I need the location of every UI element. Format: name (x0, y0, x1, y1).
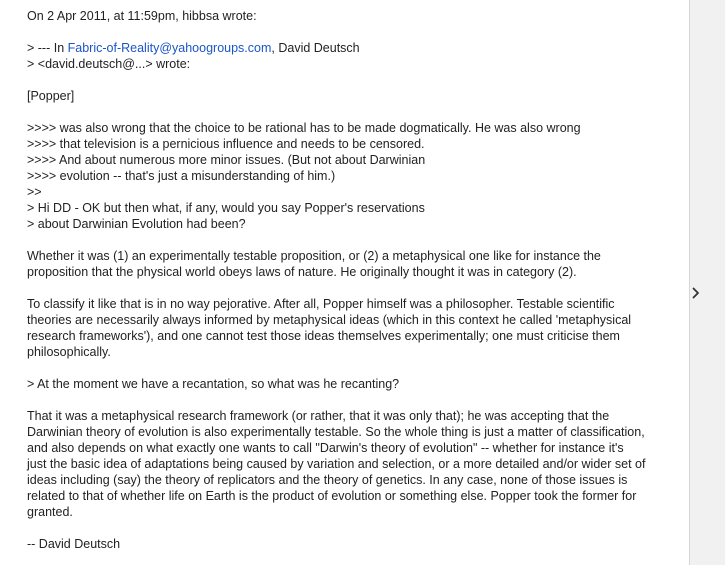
quote-line: > Hi DD - OK but then what, if any, would you say Popper's reservations (27, 201, 425, 215)
paragraph-line: To classify it like that is in no way pejorative. After all, Popper himself was a philosopher. Testable scientific (27, 297, 615, 311)
paragraph-line: related to that of whether life on Earth is the product of evolution or something else. Popper took the former for (27, 489, 637, 503)
spacer (27, 280, 685, 296)
spacer (27, 72, 685, 88)
paragraph-line: just the basic idea of adaptations being caused by variation and selection, or a more detailed and/or wider set of (27, 457, 646, 471)
signature: -- David Deutsch (27, 537, 121, 551)
message-body (27, 8, 685, 552)
paragraph-line: Whether it was (1) an experimentally testable proposition, or (2) a metaphysical one like for instance the (27, 249, 601, 263)
spacer (27, 392, 685, 408)
group-email-link[interactable]: Fabric-of-Reality@yahoogroups.com (67, 41, 272, 55)
quote-line: >>>> was also wrong that the choice to be rational has to be made dogmatically. He was also wrong (27, 121, 581, 135)
quote-line: >>>> that television is a pernicious influence and needs to be censored. (27, 137, 425, 151)
paragraph-line: theories are necessarily always informed by metaphysical ideas (which in this context he called 'metaphysical (27, 313, 632, 327)
quote-header-line (27, 40, 685, 56)
paragraph-line: granted. (27, 505, 73, 519)
quote-line: > about Darwinian Evolution had been? (27, 217, 246, 231)
quote-author-line: > <david.deutsch@...> wrote: (27, 57, 191, 71)
quote-suffix: , David Deutsch (271, 41, 360, 55)
quote-line: >>>> And about numerous more minor issues. (But not about Darwinian (27, 153, 426, 167)
quote-line: >> (27, 185, 42, 199)
next-message-button[interactable] (690, 285, 702, 305)
paragraph-line: That it was a metaphysical research framework (or rather, that it was only that); he was accepting that the (27, 409, 610, 423)
paragraph-line: research frameworks'), and one cannot test those ideas themselves experimentally; one must criticise them (27, 329, 620, 343)
spacer (27, 24, 685, 40)
paragraph-line: Darwinian theory of evolution is also experimentally testable. So the whole thing is just a matter of classification, (27, 425, 645, 439)
reply-paragraph-1 (27, 248, 685, 280)
paragraph-line: philosophically. (27, 345, 111, 359)
attribution-line: On 2 Apr 2011, at 11:59pm, hibbsa wrote: (27, 9, 257, 23)
paragraph-line: ideas including (say) the theory of replicators and the theory of genetics. In any case, none of those issues is (27, 473, 628, 487)
reply-paragraph-2 (27, 296, 685, 360)
reply-paragraph-3 (27, 408, 685, 520)
topic-tag: [Popper] (27, 89, 75, 103)
quote-prefix: > --- In (27, 41, 68, 55)
quote-line-2: > At the moment we have a recantation, so what was he recanting? (27, 377, 400, 391)
nested-quote-block (27, 120, 685, 232)
spacer (27, 104, 685, 120)
spacer (27, 360, 685, 376)
quote-line: >>>> evolution -- that's just a misunderstanding of him.) (27, 169, 336, 183)
paragraph-line: and also depends on what exactly one wants to call "Darwin's theory of evolution" -- whether for instance it's (27, 441, 624, 455)
spacer (27, 232, 685, 248)
chevron-right-icon (692, 286, 700, 304)
spacer (27, 520, 685, 536)
paragraph-line: proposition that the physical world obeys laws of nature. He originally thought it was in category (2). (27, 265, 577, 279)
